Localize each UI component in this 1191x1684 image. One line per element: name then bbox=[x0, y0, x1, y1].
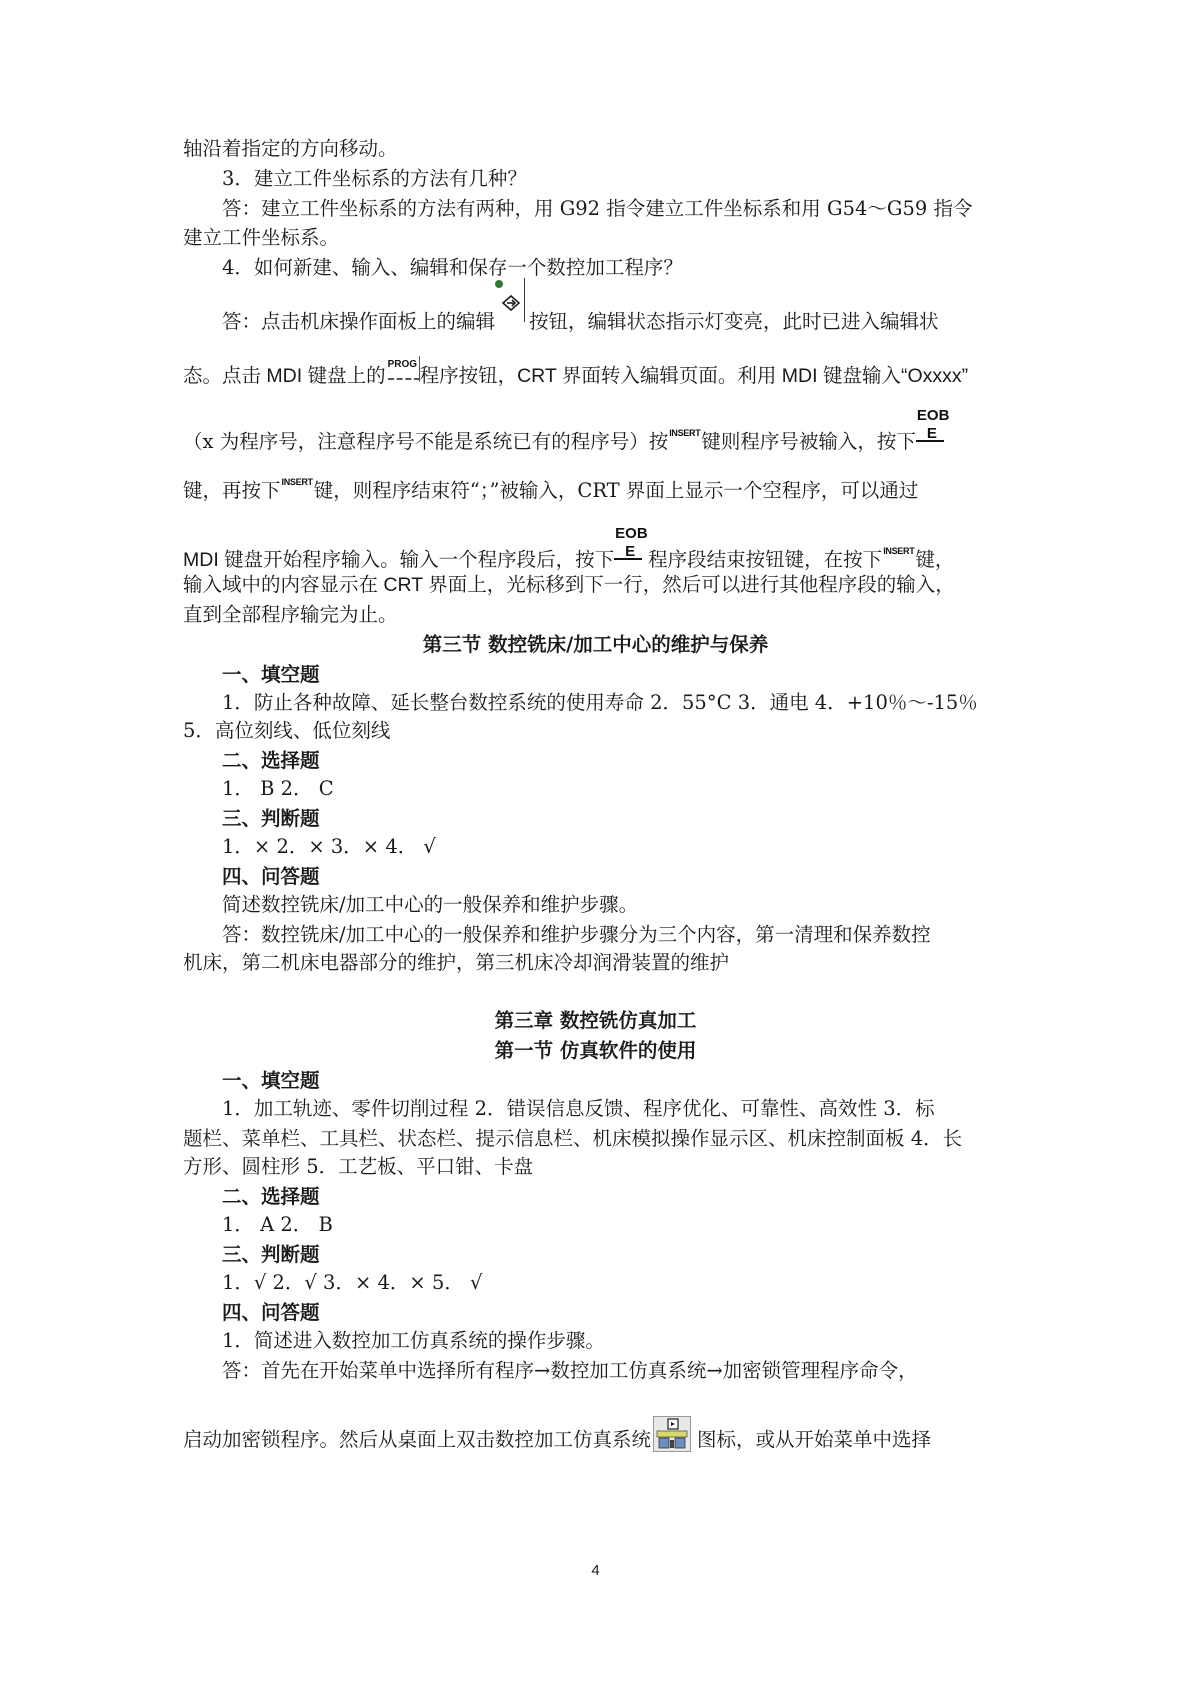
section-heading: 一、填空题 bbox=[222, 1069, 320, 1092]
section-heading: 三、判断题 bbox=[222, 807, 320, 830]
answer-line: 1．防止各种故障、延长整台数控系统的使用寿命 2．55°C 3．通电 4．+10％～-15％ bbox=[222, 691, 978, 714]
answer-3: 答：建立工件坐标系的方法有两种，用 G92 指令建立工件坐标系和用 G54～G59 指令 bbox=[222, 197, 973, 220]
answer-4-line-1: 答：点击机床操作面板上的编辑 按钮，编辑状态指示灯变亮，此时已进入编辑状 bbox=[222, 302, 998, 335]
insert-key-icon: INSERT bbox=[883, 546, 915, 556]
section-title: 第三节 数控铣床/加工中心的维护与保养 bbox=[422, 633, 769, 656]
section-heading: 二、选择题 bbox=[222, 749, 320, 772]
text-line: 建立工件坐标系。 bbox=[183, 226, 340, 249]
question-line: 1．简述进入数控加工仿真系统的操作步骤。 bbox=[222, 1329, 605, 1352]
section-heading: 一、填空题 bbox=[222, 663, 320, 686]
chapter-title: 第三章 数控铣仿真加工 bbox=[494, 1009, 697, 1032]
edit-key-icon bbox=[495, 302, 529, 328]
section-heading: 二、选择题 bbox=[222, 1185, 320, 1208]
answer-line: 1． B 2． C bbox=[222, 777, 334, 800]
answer-4-line-5: MDI 键盘开始程序输入。输入一个程序段后，按下 EOB E 程序段结束按钮键，在按下INSERT键， bbox=[183, 536, 998, 585]
section-heading: 四、问答题 bbox=[222, 865, 320, 888]
eob-key-icon: EOB E bbox=[615, 525, 648, 560]
text-line: 输入域中的内容显示在 CRT 界面上，光标移到下一行，然后可以进行其他程序段的输入， bbox=[183, 574, 955, 596]
section-heading: 三、判断题 bbox=[222, 1243, 320, 1266]
insert-key-icon: INSERT bbox=[669, 428, 701, 438]
section-heading: 四、问答题 bbox=[222, 1301, 320, 1324]
page-number: 4 bbox=[591, 1562, 600, 1579]
eob-key-icon: EOB E bbox=[916, 407, 950, 442]
question-3: 3．建立工件坐标系的方法有几种？ bbox=[222, 167, 527, 190]
answer-line: 方形、圆柱形 5．工艺板、平口钳、卡盘 bbox=[183, 1155, 534, 1178]
answer-line: 1．加工轨迹、零件切削过程 2．错误信息反馈、程序优化、可靠性、高效性 3．标 bbox=[222, 1097, 935, 1120]
answer-line: 题栏、菜单栏、工具栏、状态栏、提示信息栏、机床模拟操作显示区、机床控制面板 4．长 bbox=[183, 1127, 963, 1150]
answer-line: 5．高位刻线、低位刻线 bbox=[183, 719, 391, 742]
simulation-system-icon bbox=[653, 1416, 691, 1452]
answer-line-with-icon: 启动加密锁程序。然后从桌面上双击数控加工仿真系统 图标，或从开始菜单中选择 bbox=[183, 1416, 998, 1453]
question-line: 简述数控铣床/加工中心的一般保养和维护步骤。 bbox=[222, 893, 639, 916]
answer-4-line-3: （x 为程序号，注意程序号不能是系统已有的程序号）按INSERT键则程序号被输入，按下 EOB E bbox=[183, 418, 998, 467]
insert-key-icon: INSERT bbox=[281, 477, 313, 487]
question-4: 4．如何新建、输入、编辑和保存一个数控加工程序？ bbox=[222, 256, 683, 279]
answer-line: 1．√ 2．√ 3．× 4．× 5． √ bbox=[222, 1271, 483, 1294]
answer-4-line-4: 键，再按下INSERT键，则程序结束符“；”被输入，CRT 界面上显示一个空程序，可以通过 bbox=[183, 478, 998, 516]
section-title: 第一节 仿真软件的使用 bbox=[494, 1039, 697, 1062]
answer-line: 答：数控铣床/加工中心的一般保养和维护步骤分为三个内容，第一清理和保养数控 bbox=[222, 923, 931, 946]
answer-line: 答：首先在开始菜单中选择所有程序→数控加工仿真系统→加密锁管理程序命令， bbox=[222, 1359, 918, 1382]
text-line: 轴沿着指定的方向移动。 bbox=[183, 137, 398, 160]
answer-line: 机床，第二机床电器部分的维护，第三机床冷却润滑装置的维护 bbox=[183, 951, 730, 974]
answer-line: 1． A 2． B bbox=[222, 1213, 333, 1236]
text-line: 直到全部程序输完为止。 bbox=[183, 603, 398, 626]
answer-4-line-2: 态。点击 MDI 键盘上的 PROG 程序按钮，CRT 界面转入编辑页面。利用 MDI 键盘输入“Oxxxx” bbox=[183, 360, 998, 389]
answer-line: 1．× 2．× 3．× 4． √ bbox=[222, 835, 436, 858]
prog-key-icon: PROG bbox=[386, 360, 420, 382]
